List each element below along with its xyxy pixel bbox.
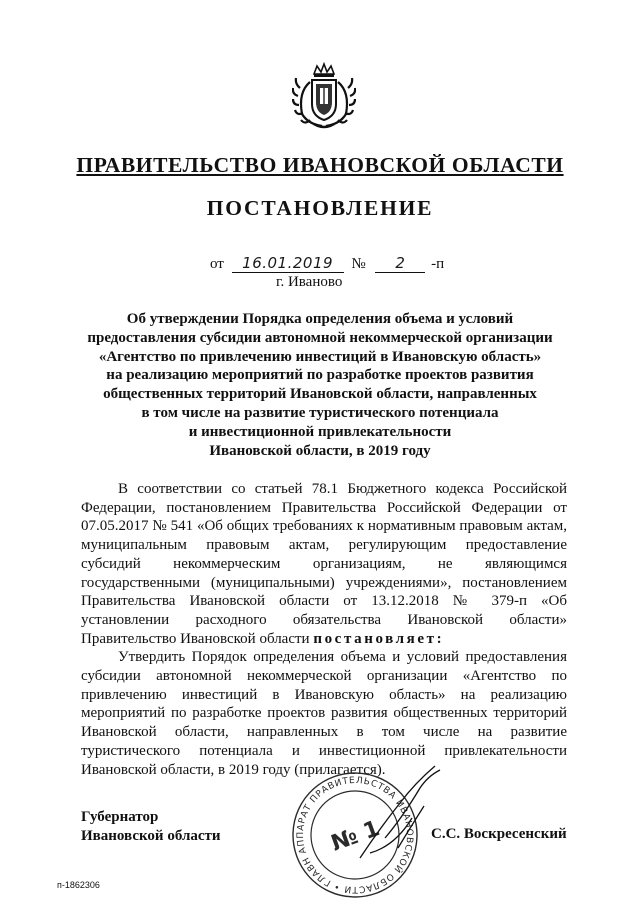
document-code: п-1862306 bbox=[57, 880, 100, 890]
date-field: 16.01.2019 bbox=[232, 254, 344, 273]
signer-position-line: Губернатор bbox=[81, 809, 159, 825]
resolution-paragraph: Утвердить Порядок определения объема и условий предоставления субсидии автономной некоммерческой организации «Агентство по привлечению инвестиций в Ивановскую область» на реализацию мероприятий по разработке проектов развития общественных территорий Ивановской области, направленных в том числе на развитие туристического потенциала и инвестиционной привлекательности Ивановской области, в 2019 году (прилагается). bbox=[81, 649, 567, 778]
date-prefix: от bbox=[210, 256, 224, 272]
number-suffix: -п bbox=[431, 256, 445, 272]
subject-line: Ивановской области, в 2019 году bbox=[209, 442, 431, 459]
coat-of-arms-icon bbox=[292, 62, 356, 132]
subject-line: «Агентство по привлечению инвестиций в Ивановскую область» bbox=[98, 348, 542, 365]
document-type: ПОСТАНОВЛЕНИЕ bbox=[206, 196, 434, 220]
document-subject bbox=[60, 310, 580, 460]
signer-position bbox=[81, 808, 221, 846]
number-sign: № bbox=[351, 256, 366, 272]
number-field: 2 bbox=[375, 254, 425, 273]
subject-line: в том числе на развитие туристического потенциала bbox=[141, 404, 499, 421]
subject-line: и инвестиционной привлекательности bbox=[188, 423, 452, 440]
subject-line: общественных территорий Ивановской области, направленных bbox=[103, 386, 537, 403]
subject-line: предоставления субсидии автономной некоммерческой организации bbox=[87, 329, 553, 346]
subject-line: на реализацию мероприятий по разработке проектов развития bbox=[106, 367, 534, 384]
preamble-text: В соответствии со статьей 78.1 Бюджетного кодекса Российской Федерации, постановлением Правительства Российской Федерации от 07.05.2017 № 541 «Об общих требованиях к нормативным правовым актам, муниципальным правовым актам, регулирующим предоставление субсидий некоммерческим организациям, не являющимся государственными (муниципальными) учреждениями», постановлением Правительства Ивановской области от 13.12.2018 № 379-п «Об установлении расходного обязательства Ивановской области» Правительство Ивановской области bbox=[81, 481, 567, 647]
seal-ring-text: АППАРАТ ПРАВИТЕЛЬСТВА ИВАНОВСКОЙ ОБЛАСТИ • ГЛАВНОЕ bbox=[295, 775, 415, 895]
resolves-word: постановляет: bbox=[313, 630, 445, 647]
subject-line: Об утверждении Порядка определения объема и условий bbox=[126, 311, 514, 327]
signer-name: С.С. Воскресенский bbox=[431, 826, 567, 842]
document-body bbox=[81, 480, 567, 779]
signer-position-line: Ивановской области bbox=[81, 828, 221, 844]
seal-number: № 1 bbox=[328, 816, 384, 857]
preamble-paragraph bbox=[81, 480, 567, 648]
handwritten-signature-icon bbox=[340, 758, 460, 868]
organization-title: ПРАВИТЕЛЬСТВО ИВАНОВСКОЙ ОБЛАСТИ bbox=[76, 153, 564, 177]
city-label: г. Иваново bbox=[276, 274, 343, 290]
document-date-number bbox=[210, 254, 444, 273]
